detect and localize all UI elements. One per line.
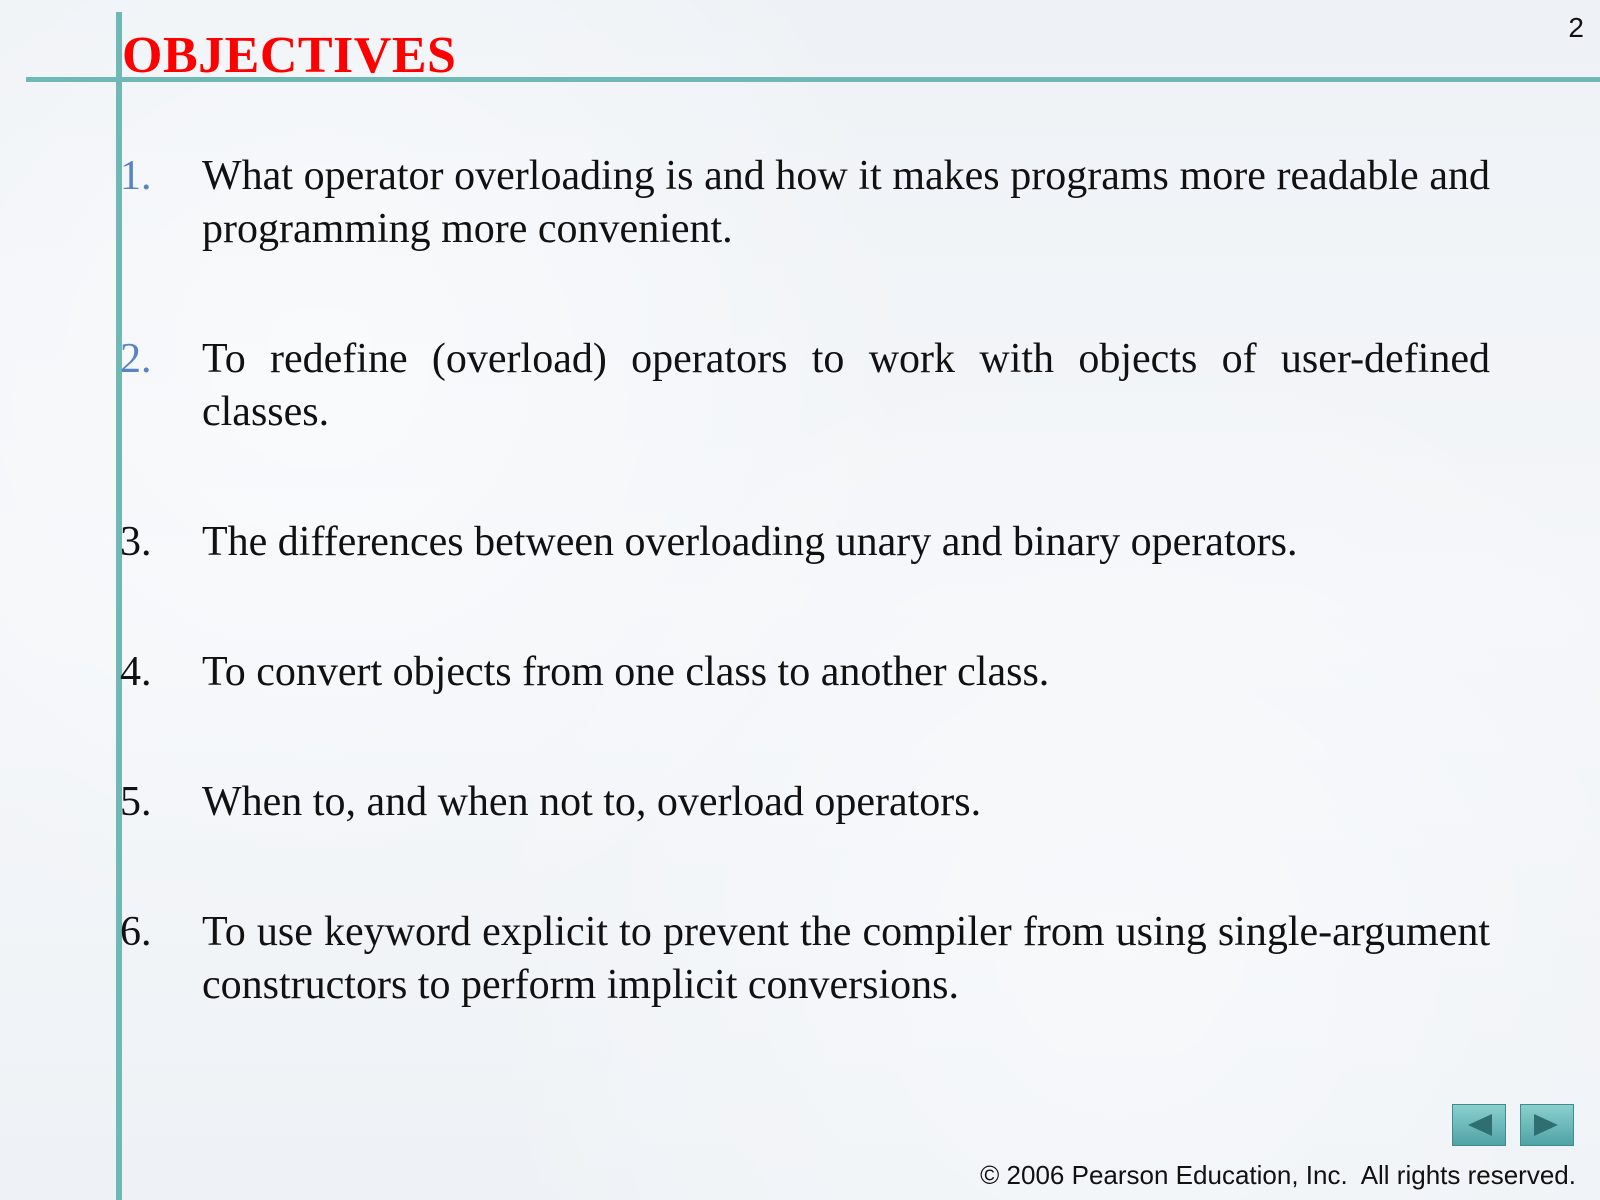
- objective-text: To use keyword explicit to prevent the compiler from using single-argument constructors to perform implicit conversions.: [202, 909, 1490, 1008]
- triangle-right-icon: [1532, 1112, 1562, 1138]
- objective-number: 4.: [120, 649, 152, 695]
- objective-number: 5.: [120, 779, 152, 825]
- objective-text: To convert objects from one class to another class.: [202, 649, 1050, 695]
- objective-text: What operator overloading is and how it makes programs more readable and programming more convenient.: [202, 153, 1490, 252]
- copyright-notice: © 2006 Pearson Education, Inc. All rights reserved.: [980, 1160, 1576, 1190]
- objective-number: 3.: [120, 519, 152, 565]
- objective-number: 2.: [120, 336, 152, 382]
- objective-text: The differences between overloading unary and binary operators.: [202, 519, 1298, 565]
- next-slide-button[interactable]: [1520, 1104, 1574, 1146]
- previous-slide-button[interactable]: [1452, 1104, 1506, 1146]
- triangle-left-icon: [1464, 1112, 1494, 1138]
- objective-text: When to, and when not to, overload operators.: [202, 779, 982, 825]
- objective-text: To redefine (overload) operators to work with objects of user-defined classes.: [202, 336, 1490, 435]
- slide-title: OBJECTIVES: [122, 27, 457, 84]
- objective-number: 6.: [120, 909, 152, 955]
- objective-number: 1.: [120, 153, 152, 199]
- slide-number: 2: [1568, 12, 1584, 43]
